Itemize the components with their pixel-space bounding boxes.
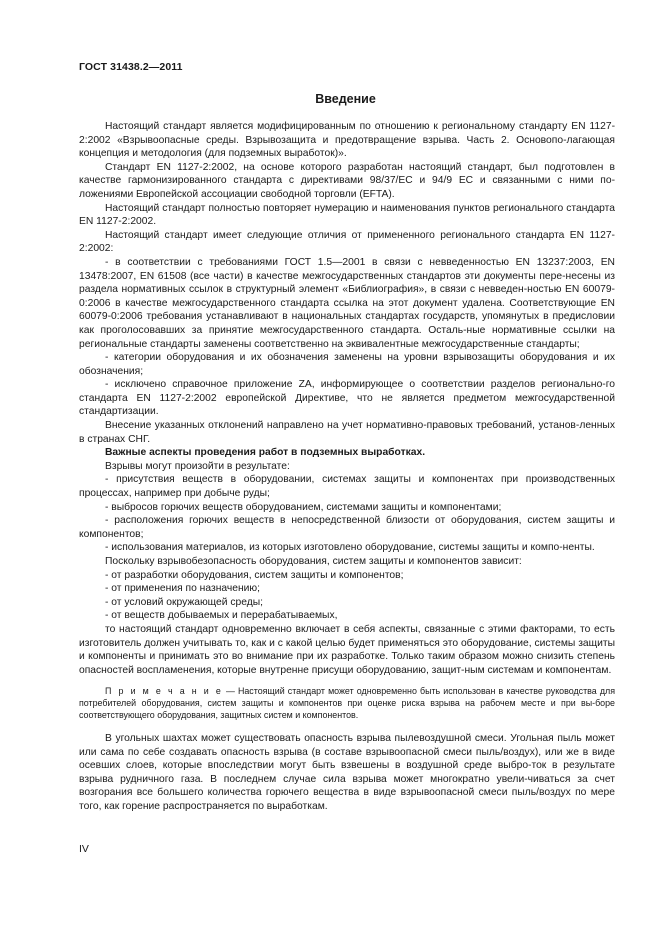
- list-item: - присутствия веществ в оборудовании, системах защиты и компонентах при производственных процессах, например при добыче руды;: [79, 474, 615, 500]
- paragraph: Настоящий стандарт является модифицированным по отношению к региональному стандарту EN 1127-2:2002 «Взрывоопасные среды. Взрывозащита и предотвращение взрыва. Часть 2. Основопо-лагающая концепция и методология (для подземных выработок)».: [79, 121, 615, 160]
- paragraph: Поскольку взрывобезопасность оборудования, систем защиты и компонентов зависит:: [105, 556, 522, 567]
- note-label: П р и м е ч а н и е: [105, 686, 223, 697]
- note-text: — Настоящий стандарт может одновременно быть использован в качестве руководства для потребителей оборудования, систем защиты и компонентов при оценке риска взрыва на рабочем месте и при вы-боре соответствующего оборудования, защитных систем и компонентов.: [79, 686, 615, 721]
- list-item: - от условий окружающей среды;: [105, 596, 264, 608]
- list-item: - исключено справочное приложение ZA, информирующее о соответствии разделов регионально-го стандарта EN 1127-2:2002 европейской Директиве, что не является предметом межгосударственной стандартизации.: [79, 379, 615, 418]
- list-item: - выбросов горючих веществ оборудованием, системами защиты и компонентами;: [105, 501, 502, 513]
- section-title: Введение: [315, 92, 376, 106]
- paragraph: Внесение указанных отклонений направлено на учет нормативно-правовых требований, установ-ленных в странах СНГ.: [79, 420, 615, 445]
- paragraph: Настоящий стандарт имеет следующие отличия от примененного регионального стандарта EN 1127-2:2002:: [79, 229, 615, 255]
- document-body: [79, 120, 615, 814]
- list-item: - категории оборудования и их обозначения заменены на уровни взрывозащиты оборудования и их обозначения;: [79, 352, 615, 377]
- list-item: - от применения по назначению;: [105, 583, 260, 595]
- list-item: - от разработки оборудования, систем защиты и компонентов;: [105, 569, 404, 581]
- note-block: [79, 686, 615, 722]
- list-item: - использования материалов, из которых изготовлено оборудование, системы защиты и компо-ненты.: [105, 542, 595, 554]
- paragraph: то настоящий стандарт одновременно включает в себя аспекты, связанные с этими факторами, то есть изготовитель должен учитывать то, как и с какой целью будет применяться это оборудование, системы защиты и компоненты и принимать это во внимание при их разработке. Только таким образом можно снизить степень опасностей воспламенения, которые внутренне присущи оборудованию, защит-ным системам и компонентам.: [79, 623, 615, 676]
- list-item: - в соответствии с требованиями ГОСТ 1.5—2001 в связи с невведенностью EN 13237:2003, EN 13478:2007, EN 61508 (все части) в качестве межгосударственных стандартов эти документы пере-несены из раздела нормативных ссылок в структурный элемент «Библиография», в связи с невведен-ностью EN 60079-0:2006 в качестве межгосударственного стандарта ссылка на этот документ удалена. Соответствующие EN 60079-0:2006 требования устанавливают в национальных стандартах государств, упомянутых в предисловии как проголосовавших за принятие межгосударственного стандарта. Осталь-ные нормативные ссылки на региональные стандарты заменены соответственно на эквивалентные межгосударственные стандарты;: [79, 256, 615, 350]
- document-code-header: ГОСТ 31438.2—2011: [79, 61, 183, 73]
- list-item: - расположения горючих веществ в непосредственной близости от оборудования, систем защиты и компонентов;: [79, 515, 615, 540]
- page-number: IV: [79, 843, 89, 855]
- list-item: - от веществ добываемых и перерабатываемых,: [105, 610, 338, 622]
- paragraph: Стандарт EN 1127-2:2002, на основе которого разработан настоящий стандарт, был подготовлен в качестве гармонизированного стандарта с директивами 98/37/ЕС и 94/9 ЕС и связанными с ними по-ложениями Европейской ассоциации свободной торговли (EFTA).: [79, 161, 615, 200]
- paragraph: Взрывы могут произойти в результате:: [105, 460, 290, 472]
- bold-subheading: Важные аспекты проведения работ в подземных выработках.: [105, 447, 426, 459]
- paragraph: В угольных шахтах может существовать опасность взрыва пылевоздушной смеси. Угольная пыль может или сама по себе создавать опасность взрыва (в составе взрывоопасной смеси пыль/воздух), или же в виде осевших слоев, которые впоследствии могут быть взвешены в воздушной среде выбро-ток в результате взрыва рудничного газа. В последнем случае сила взрыва может многократно увели-чиваться за счет возгорания все большего количества горючего вещества в виде взрывоопасной смеси пыль/воздух по мере того, как горение распространяется по выработкам.: [79, 733, 615, 813]
- paragraph: Настоящий стандарт полностью повторяет нумерацию и наименования пунктов регионального стандарта EN 1127-2:2002.: [79, 202, 615, 228]
